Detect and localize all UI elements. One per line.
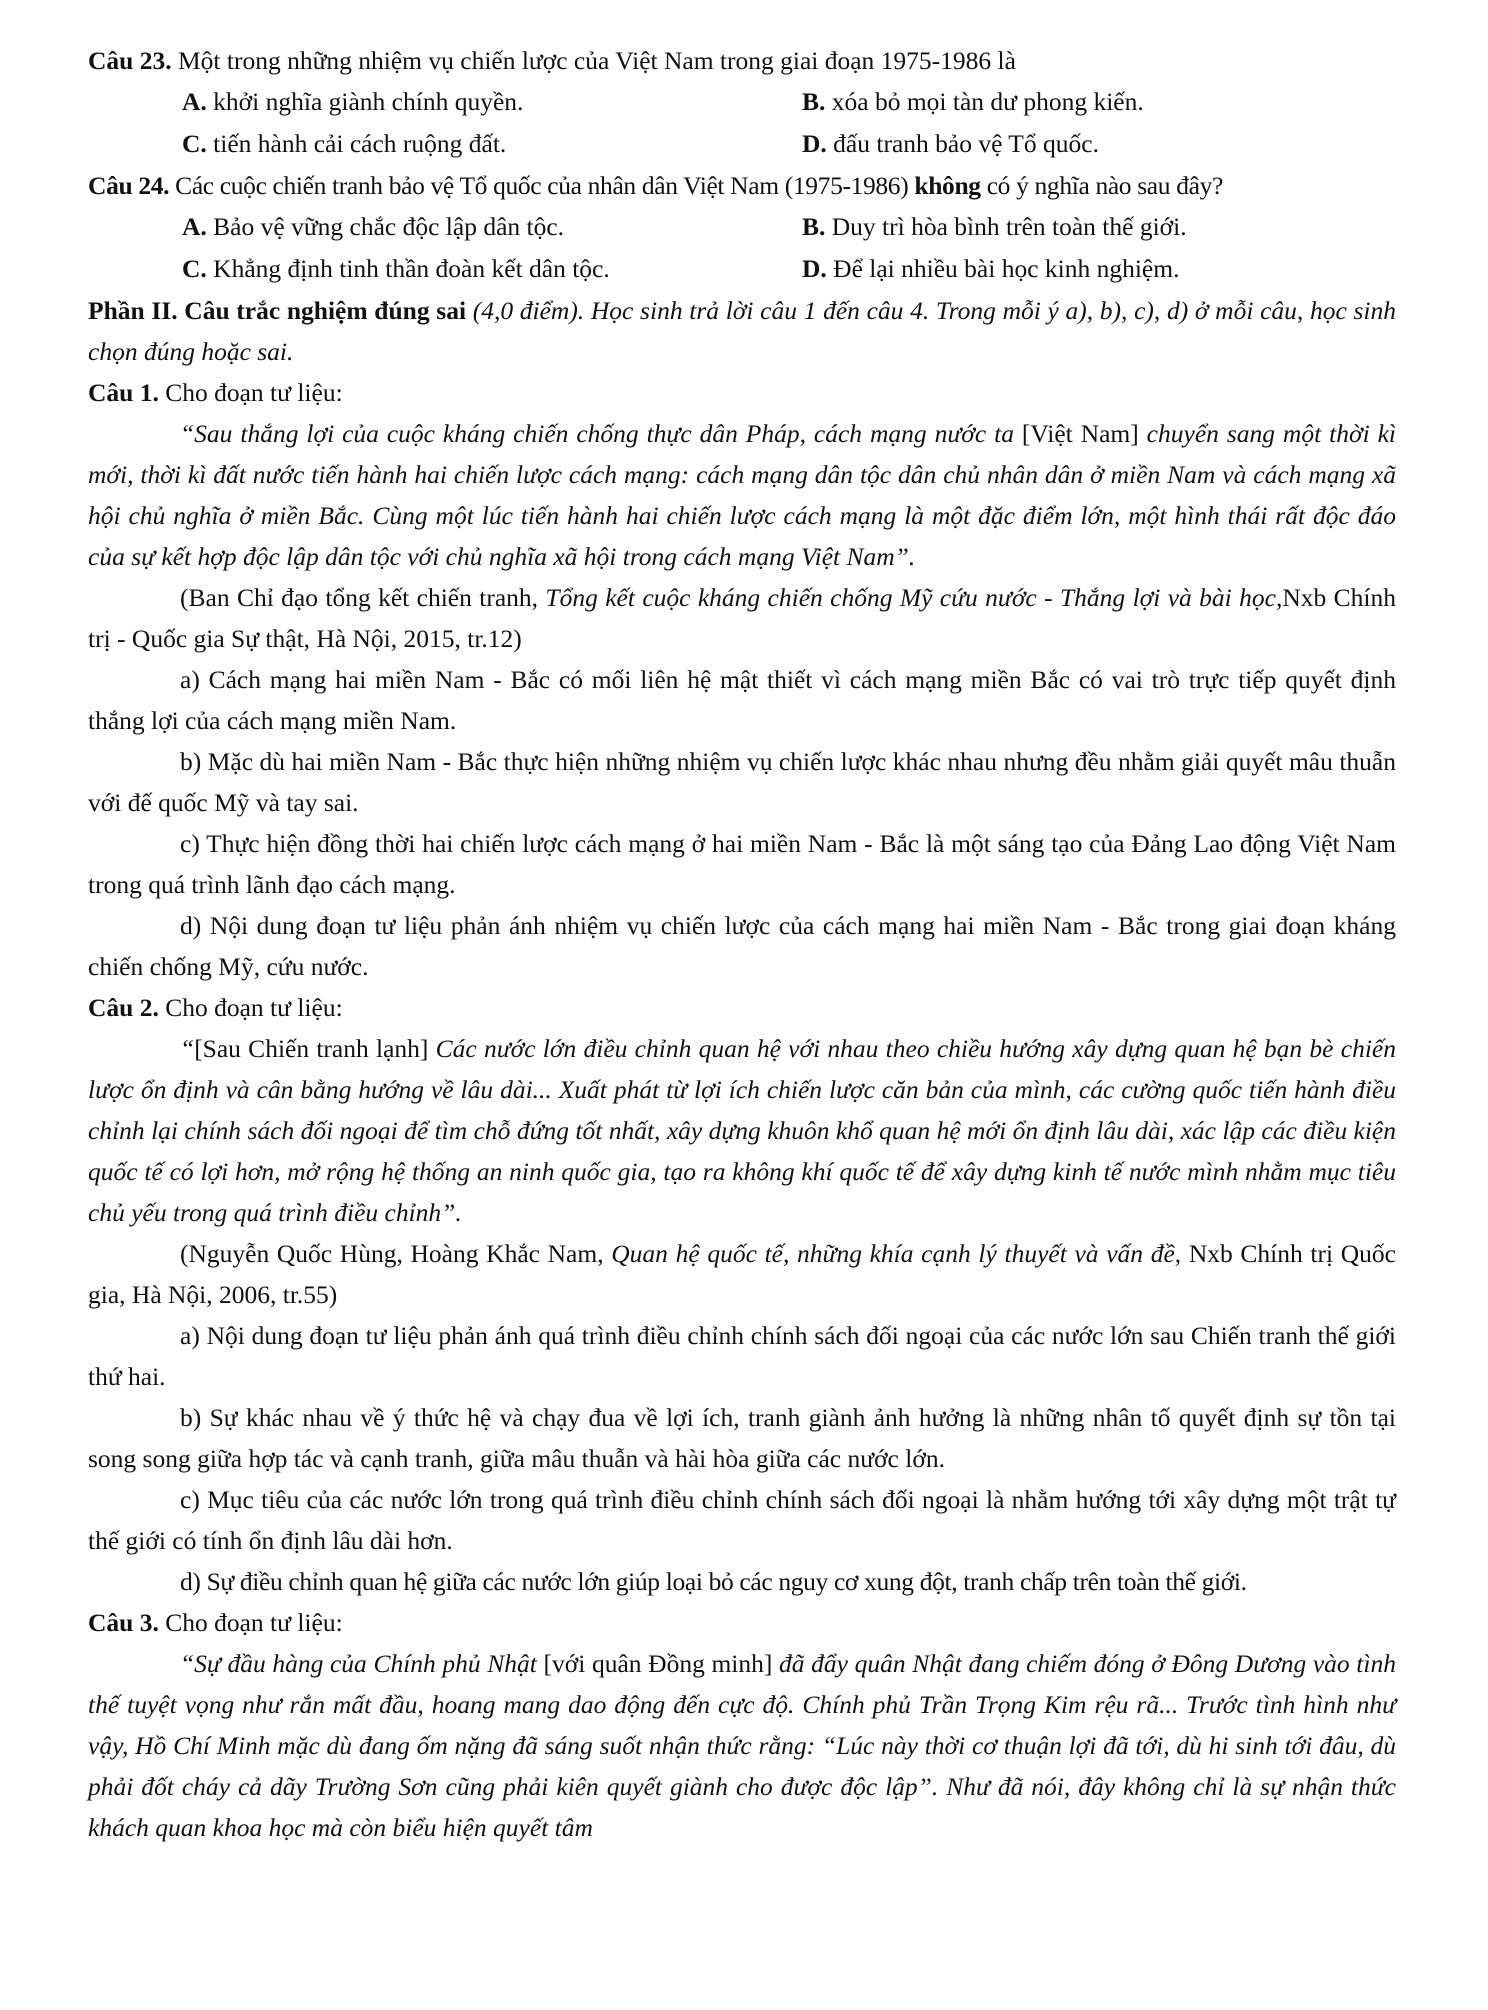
option-key: A. bbox=[182, 212, 207, 241]
option-text: khởi nghĩa giành chính quyền. bbox=[206, 87, 524, 116]
quote-text: đã đẩy quân Nhật đang chiếm đóng ở Đông Dương vào tình thế tuyệt vọng như rắn mất đầu, hoang mang dao động đến cực độ. Chính phủ Trần Trọng Kim rệu rã... Trước tình hình như vậy, Hồ Chí Minh mặc dù đang ốm nặng đã sáng suốt nhận thức rằng: “Lúc này thời cơ thuận lợi đã tới, dù hi sinh tới đâu, dù phải đốt cháy cả dãy Trường Sơn cũng phải kiên quyết giành cho được độc lập”. Như đã nói, đây không chỉ là sự nhận thức khách quan khoa học mà còn biểu hiện quyết tâm bbox=[88, 1649, 1396, 1842]
option-text: xóa bỏ mọi tàn dư phong kiến. bbox=[825, 87, 1144, 116]
tf-question-3-label: Câu 3. bbox=[88, 1608, 159, 1637]
option-text: tiến hành cải cách ruộng đất. bbox=[206, 129, 507, 158]
statement-a[interactable]: a) Nội dung đoạn tư liệu phản ánh quá trình điều chỉnh chính sách đối ngoại của các nước lớn sau Chiến tranh thế giới thứ hai. bbox=[88, 1321, 1396, 1391]
option-text: Bảo vệ vững chắc độc lập dân tộc. bbox=[206, 212, 565, 241]
option-key: B. bbox=[802, 212, 826, 241]
quote-text: “Sau thắng lợi của cuộc kháng chiến chống thực dân Pháp, cách mạng nước ta bbox=[180, 419, 1022, 448]
statement-d[interactable]: d) Sự điều chỉnh quan hệ giữa các nước lớn giúp loại bỏ các nguy cơ xung đột, tranh chấp trên toàn thế giới. bbox=[180, 1567, 1247, 1596]
tf-question-1-source bbox=[88, 577, 1396, 659]
option-b[interactable] bbox=[802, 206, 1396, 248]
option-key: C. bbox=[182, 254, 207, 283]
statement-b[interactable]: b) Mặc dù hai miền Nam - Bắc thực hiện những nhiệm vụ chiến lược khác nhau nhưng đều nhằm giải quyết mâu thuẫn với đế quốc Mỹ và tay sai. bbox=[88, 747, 1396, 817]
question-24-options-row-2 bbox=[88, 248, 1396, 290]
option-c[interactable] bbox=[88, 248, 802, 290]
question-24-label: Câu 24. bbox=[88, 171, 170, 200]
option-key: D. bbox=[802, 129, 827, 158]
source-publisher: Nxb Chính trị - Quốc gia Sự thật, Hà Nội, 2015, tr.12) bbox=[88, 583, 1396, 653]
question-23-options-row-1 bbox=[88, 81, 1396, 123]
tf-question-2-label: Câu 2. bbox=[88, 993, 159, 1022]
option-key: C. bbox=[182, 129, 207, 158]
statement-c[interactable]: c) Thực hiện đồng thời hai chiến lược cách mạng ở hai miền Nam - Bắc là một sáng tạo của Đảng Lao động Việt Nam trong quá trình lãnh đạo cách mạng. bbox=[88, 829, 1396, 899]
quote-insert: [Việt Nam] bbox=[1021, 419, 1139, 448]
quote-text: chuyển sang một thời kì mới, thời kì đất nước tiến hành hai chiến lược cách mạng: cách mạng dân tộc dân chủ nhân dân ở miền Nam và cách mạng xã hội chủ nghĩa ở miền Bắc. Cùng một lúc tiến hành hai chiến lược cách mạng là một đặc điểm lớn, một hình thái rất độc đáo của sự kết hợp độc lập dân tộc với chủ nghĩa xã hội trong cách mạng Việt Nam”. bbox=[88, 419, 1396, 571]
option-b[interactable] bbox=[802, 81, 1396, 123]
option-key: A. bbox=[182, 87, 207, 116]
tf-question-3-intro: Cho đoạn tư liệu: bbox=[158, 1608, 343, 1637]
statement-c[interactable]: c) Mục tiêu của các nước lớn trong quá trình điều chỉnh chính sách đối ngoại là nhằm hướng tới xây dựng một trật tự thế giới có tính ổn định lâu dài hơn. bbox=[88, 1485, 1396, 1555]
statement-b[interactable]: b) Sự khác nhau về ý thức hệ và chạy đua về lợi ích, tranh giành ảnh hưởng là những nhân tố quyết định sự tồn tại song song giữa hợp tác và cạnh tranh, giữa mâu thuẫn và hài hòa giữa các nước lớn. bbox=[88, 1403, 1396, 1473]
part-2-heading bbox=[88, 290, 1396, 372]
source-title: Tổng kết cuộc kháng chiến chống Mỹ cứu nước - Thắng lợi và bài học, bbox=[545, 583, 1283, 612]
option-text: Khẳng định tinh thần đoàn kết dân tộc. bbox=[206, 254, 610, 283]
option-a[interactable] bbox=[88, 81, 802, 123]
source-author: (Nguyễn Quốc Hùng, Hoàng Khắc Nam, bbox=[180, 1239, 612, 1268]
question-23-label: Câu 23. bbox=[88, 46, 172, 75]
option-d[interactable] bbox=[802, 123, 1396, 165]
question-24 bbox=[88, 165, 1396, 206]
option-a[interactable] bbox=[88, 206, 802, 248]
option-text: Duy trì hòa bình trên toàn thế giới. bbox=[825, 212, 1187, 241]
question-23-text: Một trong những nhiệm vụ chiến lược của Việt Nam trong giai đoạn 1975-1986 là bbox=[171, 46, 1016, 75]
option-c[interactable] bbox=[88, 123, 802, 165]
part-2-title: Phần II. Câu trắc nghiệm đúng sai bbox=[88, 296, 467, 325]
quote-text: Các nước lớn điều chỉnh quan hệ với nhau theo chiều hướng xây dựng quan hệ bạn bè chiến lược ổn định và cân bằng hướng về lâu dài... Xuất phát từ lợi ích chiến lược căn bản của mình, các cường quốc tiến hành điều chỉnh lại chính sách đối ngoại để tìm chỗ đứng tốt nhất, xây dựng khuôn khổ quan hệ mới ổn định lâu dài, xác lập các điều kiện quốc tế có lợi hơn, mở rộng hệ thống an ninh quốc gia, tạo ra không khí quốc tế để xây dựng kinh tế nước mình nhằm mục tiêu chủ yếu trong quá trình điều chỉnh”. bbox=[88, 1034, 1396, 1227]
tf-question-2-intro: Cho đoạn tư liệu: bbox=[158, 993, 343, 1022]
tf-question-1-quote bbox=[88, 413, 1396, 577]
question-23-options-row-2 bbox=[88, 123, 1396, 165]
option-key: B. bbox=[802, 87, 826, 116]
quote-text: “Sự đầu hàng của Chính phủ Nhật bbox=[180, 1649, 544, 1678]
option-key: D. bbox=[802, 254, 827, 283]
source-author: (Ban Chỉ đạo tổng kết chiến tranh, bbox=[180, 583, 546, 612]
tf-question-2-source bbox=[88, 1233, 1396, 1315]
option-text: đấu tranh bảo vệ Tổ quốc. bbox=[826, 129, 1099, 158]
question-24-text-end: có ý nghĩa nào sau đây? bbox=[980, 171, 1223, 200]
quote-insert: [Sau Chiến tranh lạnh] bbox=[194, 1034, 429, 1063]
part-2-instruction: (4,0 điểm). Học sinh trả lời câu 1 đến câu 4. Trong mỗi ý a), b), c), d) ở mỗi câu, học sinh chọn đúng hoặc sai. bbox=[88, 296, 1396, 366]
question-24-text: Các cuộc chiến tranh bảo vệ Tổ quốc của nhân dân Việt Nam (1975-1986) bbox=[169, 171, 915, 200]
quote-insert: [với quân Đồng minh] bbox=[543, 1649, 773, 1678]
tf-question-1 bbox=[88, 372, 1396, 413]
tf-question-1-label: Câu 1. bbox=[88, 378, 159, 407]
tf-question-2 bbox=[88, 987, 1396, 1028]
quote-mark: “ bbox=[180, 1034, 195, 1063]
tf-question-3-quote bbox=[88, 1643, 1396, 1848]
option-text: Để lại nhiều bài học kinh nghiệm. bbox=[826, 254, 1180, 283]
statement-d[interactable]: d) Nội dung đoạn tư liệu phản ánh nhiệm vụ chiến lược của cách mạng hai miền Nam - Bắc trong giai đoạn kháng chiến chống Mỹ, cứu nước. bbox=[88, 911, 1396, 981]
question-24-emphasis: không bbox=[914, 171, 981, 200]
question-23 bbox=[88, 40, 1396, 81]
tf-question-1-intro: Cho đoạn tư liệu: bbox=[158, 378, 343, 407]
source-publisher: Nxb Chính trị Quốc gia, Hà Nội, 2006, tr.55) bbox=[88, 1239, 1396, 1309]
question-24-options-row-1 bbox=[88, 206, 1396, 248]
tf-question-2-quote bbox=[88, 1028, 1396, 1233]
statement-a[interactable]: a) Cách mạng hai miền Nam - Bắc có mối liên hệ mật thiết vì cách mạng miền Bắc có vai trò trực tiếp quyết định thắng lợi của cách mạng miền Nam. bbox=[88, 665, 1396, 735]
option-d[interactable] bbox=[802, 248, 1396, 290]
tf-question-3 bbox=[88, 1602, 1396, 1643]
source-title: Quan hệ quốc tế, những khía cạnh lý thuyết và vấn đề, bbox=[611, 1239, 1182, 1268]
